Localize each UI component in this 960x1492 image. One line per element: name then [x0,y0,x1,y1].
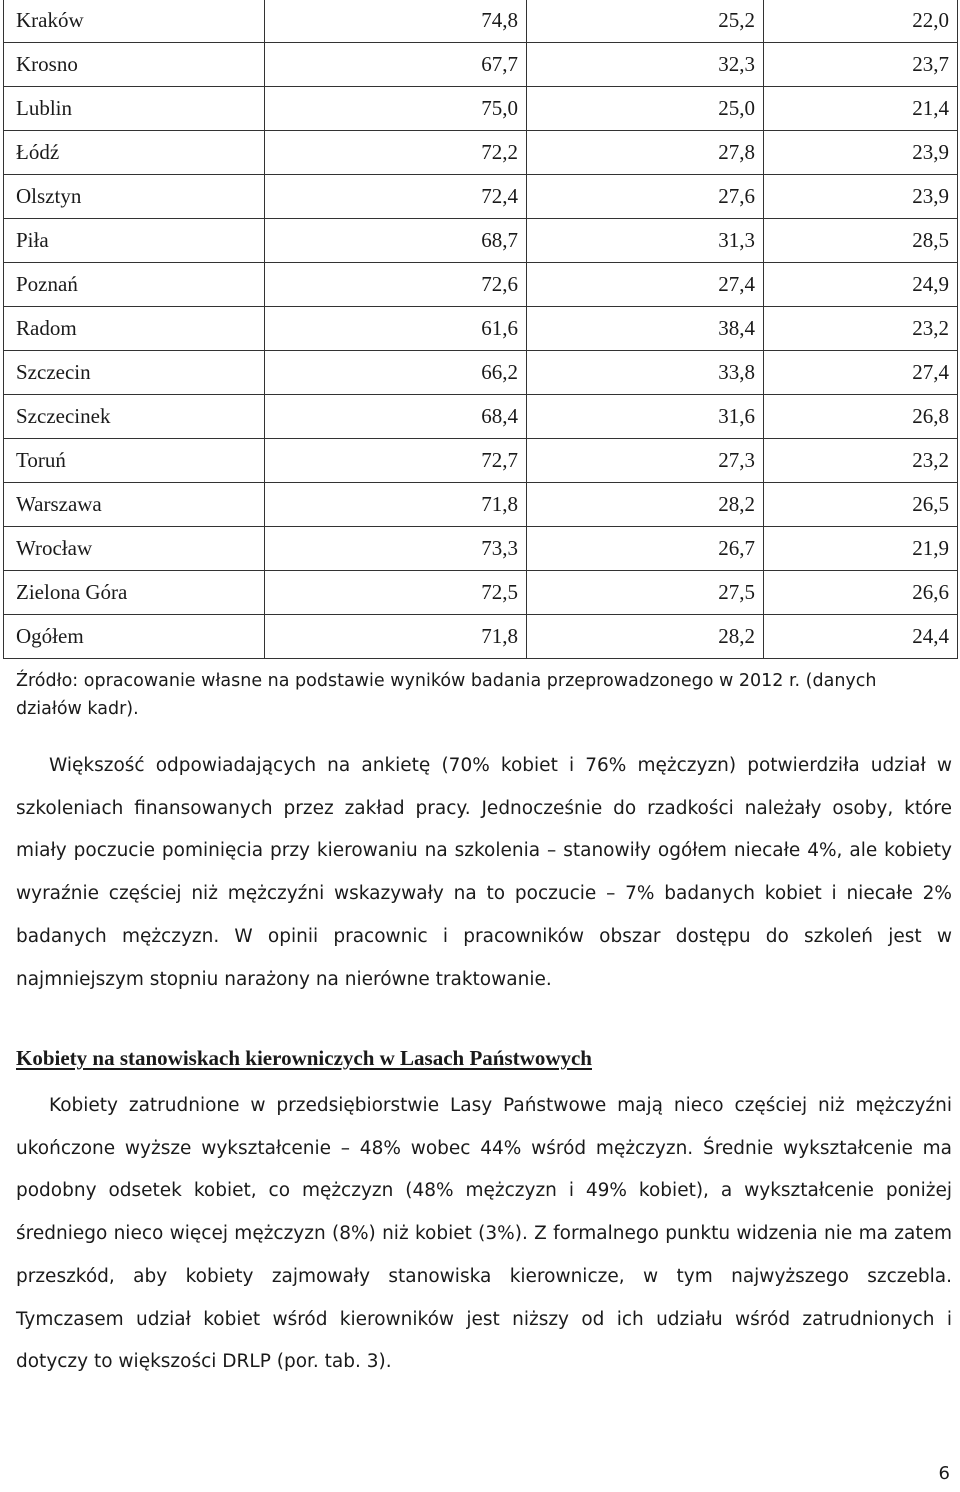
cell-value-2: 25,0 [527,87,764,131]
cell-value-1: 61,6 [265,307,527,351]
cell-value-1: 74,8 [265,0,527,43]
cell-city: Warszawa [4,483,265,527]
cell-value-1: 72,4 [265,175,527,219]
cell-value-3: 27,4 [764,351,958,395]
cell-city: Kraków [4,0,265,43]
paragraph-training: Większość odpowiadających na ankietę (70% kobiet i 76% mężczyzn) potwierdziła udział w szkoleniach finansowanych przez zakład pracy. Jednocześnie do rzadkości należały osoby, które miały poczucie pominięcia przy kierowaniu na szkolenia – stanowiły ogółem niecałe 4%, ale kobiety wyraźnie częściej niż mężczyźni wskazywały na to poczucie – 7% badanych kobiet i niecałe 2% badanych mężczyzn. W opinii pracownic i pracowników obszar dostępu do szkoleń jest w najmniejszym stopniu narażony na nierówne traktowanie. [16,755,952,990]
cell-city: Łódź [4,131,265,175]
table-row [4,439,958,483]
cell-value-1: 68,4 [265,395,527,439]
cell-value-3: 26,5 [764,483,958,527]
cell-value-1: 68,7 [265,219,527,263]
cell-city: Wrocław [4,527,265,571]
table-row [4,0,958,43]
cell-city: Lublin [4,87,265,131]
cell-value-1: 72,6 [265,263,527,307]
table-row [4,615,958,659]
cell-value-2: 31,3 [527,219,764,263]
table-row [4,571,958,615]
cell-value-2: 28,2 [527,615,764,659]
cell-value-3: 23,2 [764,307,958,351]
data-table [3,0,958,659]
table-row [4,483,958,527]
cell-city: Szczecinek [4,395,265,439]
cell-value-3: 23,9 [764,131,958,175]
table-row [4,87,958,131]
cell-value-3: 24,9 [764,263,958,307]
cell-value-3: 28,5 [764,219,958,263]
cell-value-2: 25,2 [527,0,764,43]
cell-value-3: 23,2 [764,439,958,483]
table-row [4,175,958,219]
cell-value-2: 26,7 [527,527,764,571]
cell-value-3: 26,6 [764,571,958,615]
cell-value-2: 32,3 [527,43,764,87]
cell-value-1: 72,2 [265,131,527,175]
cell-value-2: 38,4 [527,307,764,351]
cell-value-3: 26,8 [764,395,958,439]
table-row [4,219,958,263]
cell-city: Szczecin [4,351,265,395]
paragraph-management: Kobiety zatrudnione w przedsiębiorstwie Lasy Państwowe mają nieco częściej niż mężczyźni ukończone wyższe wykształcenie – 48% wobec 44% wśród mężczyzn. Średnie wykształcenie ma podobny odsetek kobiet, co mężczyzn (48% mężczyzn i 49% kobiet), a wykształcenie poniżej średniego nieco więcej mężczyzn (8%) niż kobiet (3%). Z formalnego punktu widzenia nie ma zatem przeszkód, aby kobiety zajmowały stanowiska kierownicze, w tym najwyższego szczebla. Tymczasem udział kobiet wśród kierowników jest niższy od ich udziału wśród zatrudnionych i dotyczy to większości DRLP (por. tab. 3). [16,1095,952,1373]
cell-value-1: 66,2 [265,351,527,395]
cell-value-1: 72,5 [265,571,527,615]
cell-value-1: 71,8 [265,483,527,527]
cell-value-2: 28,2 [527,483,764,527]
cell-value-3: 21,9 [764,527,958,571]
cell-value-2: 33,8 [527,351,764,395]
cell-city: Toruń [4,439,265,483]
cell-value-3: 23,7 [764,43,958,87]
cell-city: Radom [4,307,265,351]
cell-city: Krosno [4,43,265,87]
table-row [4,351,958,395]
cell-city: Zielona Góra [4,571,265,615]
cell-value-3: 21,4 [764,87,958,131]
table-row [4,307,958,351]
cell-value-2: 27,5 [527,571,764,615]
cell-value-3: 23,9 [764,175,958,219]
cell-value-2: 27,3 [527,439,764,483]
cell-value-2: 27,8 [527,131,764,175]
table-row [4,43,958,87]
cell-value-1: 73,3 [265,527,527,571]
cell-value-2: 27,6 [527,175,764,219]
table-row [4,263,958,307]
table-body [4,0,958,659]
table-row [4,395,958,439]
cell-value-2: 27,4 [527,263,764,307]
cell-value-1: 71,8 [265,615,527,659]
cell-city: Poznań [4,263,265,307]
source-note: Źródło: opracowanie własne na podstawie wyników badania przeprowadzonego w 2012 r. (danych działów kadr). [16,671,877,719]
table-row [4,527,958,571]
cell-value-1: 72,7 [265,439,527,483]
cell-value-3: 22,0 [764,0,958,43]
cell-city: Olsztyn [4,175,265,219]
page-number: 6 [938,1463,950,1484]
cell-city: Piła [4,219,265,263]
table-row [4,131,958,175]
cell-value-1: 67,7 [265,43,527,87]
cell-value-1: 75,0 [265,87,527,131]
section-heading: Kobiety na stanowiskach kierowniczych w Lasach Państwowych [16,1046,592,1070]
cell-value-3: 24,4 [764,615,958,659]
cell-city: Ogółem [4,615,265,659]
cell-value-2: 31,6 [527,395,764,439]
